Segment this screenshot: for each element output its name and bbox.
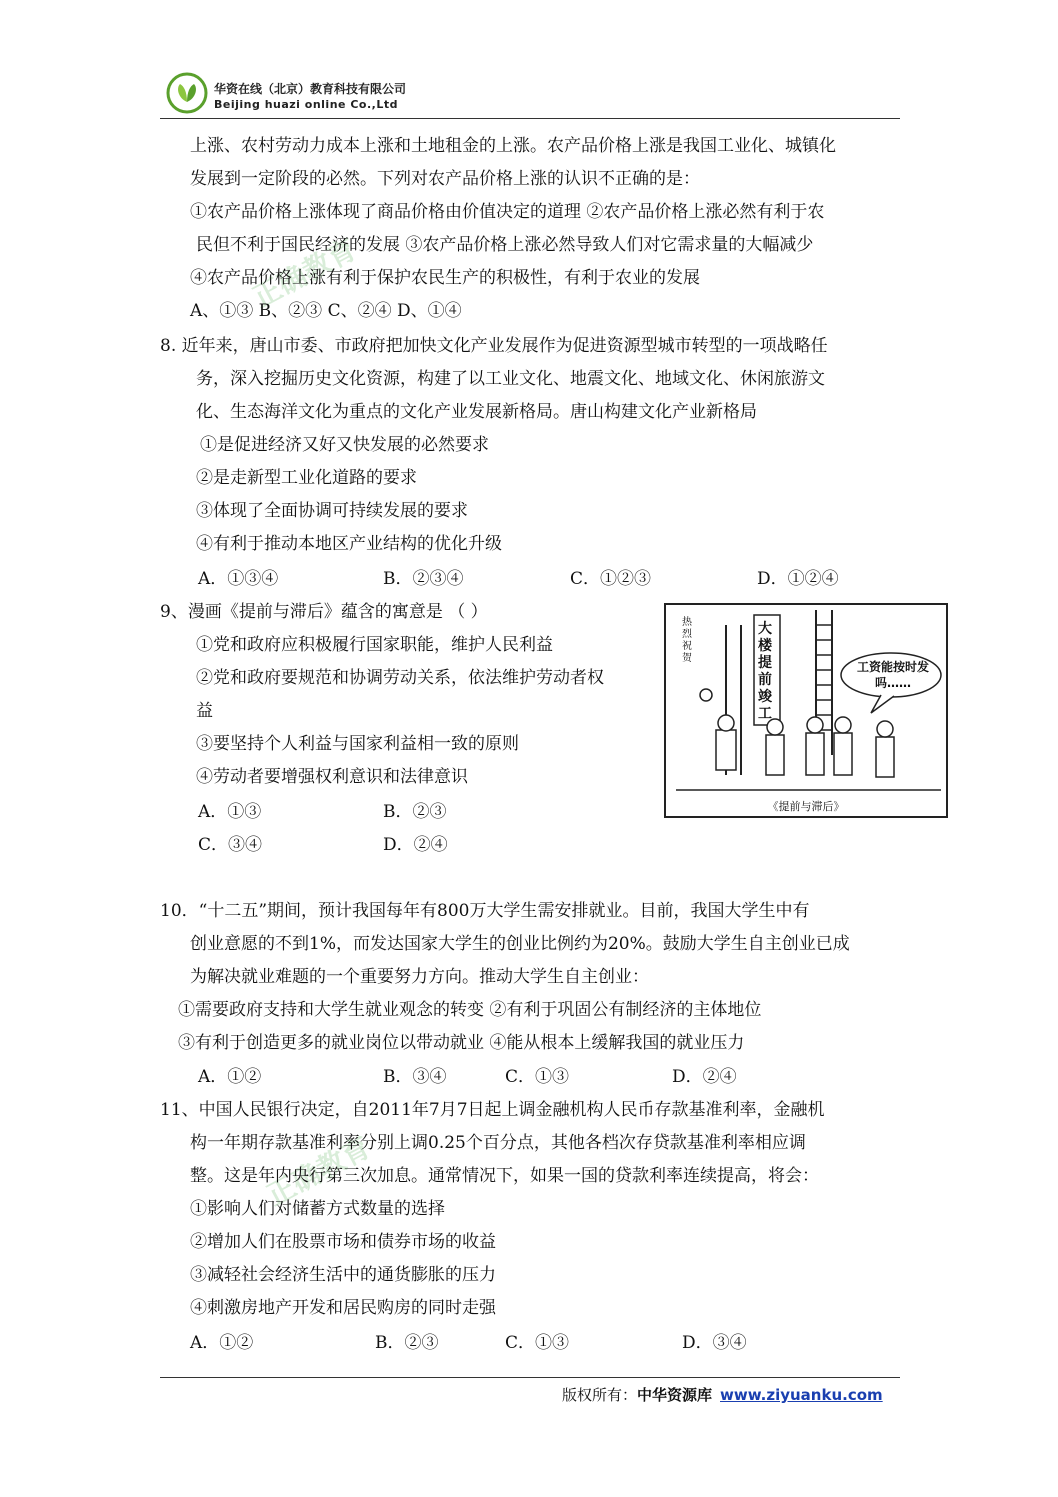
text-line: D．③④ [682, 1333, 747, 1353]
company-name-cn: 华资在线（北京）教育科技有限公司 [214, 82, 407, 96]
company-logo [166, 72, 208, 114]
text-line: B．③④ [383, 1067, 447, 1087]
watermark: 正确教育 [261, 1130, 376, 1213]
text-line: ①农产品价格上涨体现了商品价格由价值决定的道理 ②农产品价格上涨必然有利于农 [190, 202, 825, 222]
text-line: 务，深入挖掘历史文化资源，构建了以工业文化、地震文化、地域文化、休闲旅游文 [196, 369, 825, 389]
text-line: ②党和政府要规范和协调劳动关系，依法维护劳动者权 [196, 668, 604, 688]
text-line: ④农产品价格上涨有利于保护农民生产的积极性，有利于农业的发展 [190, 268, 700, 288]
text-line: 11、中国人民银行决定，自2011年7月7日起上调金融机构人民币存款基准利率，金融机 [160, 1100, 825, 1120]
watermark: 正确教育 [247, 232, 362, 315]
text-line: A、①③ B、②③ C、②④ D、①④ [190, 301, 462, 321]
cartoon-caption: 《提前与滞后》 [767, 800, 845, 813]
text-line: C．①③ [505, 1067, 570, 1087]
text-line: 整。这是年内央行第三次加息。通常情况下，如果一国的贷款利率连续提高，将会： [190, 1166, 819, 1186]
text-line: ②是走新型工业化道路的要求 [196, 468, 417, 488]
text-line: A．①③④ [198, 569, 279, 589]
text-line: 8. 近年来，唐山市委、市政府把加快文化产业发展作为促进资源型城市转型的一项战略任 [160, 336, 828, 356]
text-line: B．②③ [383, 802, 447, 822]
text-line: ④劳动者要增强权利意识和法律意识 [196, 767, 468, 787]
footer-divider [160, 1377, 900, 1378]
text-line: ②增加人们在股票市场和债券市场的收益 [190, 1232, 496, 1252]
text-line: 构一年期存款基准利率分别上调0.25个百分点，其他各档次存贷款基准利率相应调 [190, 1133, 806, 1153]
text-line: ①需要政府支持和大学生就业观念的转变 ②有利于巩固公有制经济的主体地位 [178, 1000, 762, 1020]
text-line: ③有利于创造更多的就业岗位以带动就业 ④能从根本上缓解我国的就业压力 [178, 1033, 745, 1053]
text-line: 上涨、农村劳动力成本上涨和土地租金的上涨。农产品价格上涨是我国工业化、城镇化 [190, 136, 836, 156]
text-line: 为解决就业难题的一个重要努力方向。推动大学生自主创业： [190, 967, 649, 987]
text-line: C．③④ [198, 835, 263, 855]
text-line: ①党和政府应积极履行国家职能，维护人民利益 [196, 635, 553, 655]
text-line: D．②④ [672, 1067, 737, 1087]
cartoon-side-text: 热烈祝贺 [682, 617, 692, 664]
text-line: A．①② [198, 1067, 262, 1087]
footer [562, 1384, 883, 1405]
text-line: 化、生态海洋文化为重点的文化产业发展新格局。唐山构建文化产业新格局 [196, 402, 757, 422]
text-line: 发展到一定阶段的必然。下列对农产品价格上涨的认识不正确的是： [190, 169, 700, 189]
text-line: 益 [196, 701, 213, 721]
header-divider [160, 118, 900, 119]
text-line: ①影响人们对储蓄方式数量的选择 [190, 1199, 445, 1219]
text-line: D．②④ [383, 835, 448, 855]
text-line: D．①②④ [757, 569, 839, 589]
company-name-en: Beijing huazi online Co.,Ltd [214, 98, 398, 111]
text-line: 9、漫画《提前与滞后》蕴含的寓意是 （ ） [160, 602, 488, 622]
text-line: B．②③④ [383, 569, 464, 589]
text-line: 10．“十二五”期间，预计我国每年有800万大学生需安排就业。目前，我国大学生中有 [160, 901, 810, 921]
text-line: ①是促进经济又好又快发展的必然要求 [200, 435, 489, 455]
text-line: A．①② [190, 1333, 254, 1353]
footer-brand: 中华资源库 [637, 1386, 713, 1404]
text-line: B．②③ [375, 1333, 439, 1353]
footer-url-link[interactable]: www.ziyuanku.com [720, 1386, 883, 1404]
text-line: C．①②③ [570, 569, 652, 589]
text-line: ③体现了全面协调可持续发展的要求 [196, 501, 468, 521]
footer-label: 版权所有： [562, 1386, 638, 1404]
text-line: ③要坚持个人利益与国家利益相一致的原则 [196, 734, 519, 754]
text-line: A．①③ [198, 802, 262, 822]
text-line: C．①③ [505, 1333, 570, 1353]
text-line: 创业意愿的不到1%，而发达国家大学生的创业比例约为20%。鼓励大学生自主创业已成 [190, 934, 850, 954]
cartoon-sign-text: 大楼提前竣工 [758, 621, 772, 722]
cartoon-image [664, 603, 948, 818]
text-line: ③减轻社会经济生活中的通货膨胀的压力 [190, 1265, 496, 1285]
cartoon-speech-bubble: 工资能按时发吗…… [856, 660, 929, 690]
text-line: 民但不利于国民经济的发展 ③农产品价格上涨必然导致人们对它需求量的大幅减少 [196, 235, 814, 255]
text-line: ④有利于推动本地区产业结构的优化升级 [196, 534, 502, 554]
text-line: ④刺激房地产开发和居民购房的同时走强 [190, 1298, 496, 1318]
